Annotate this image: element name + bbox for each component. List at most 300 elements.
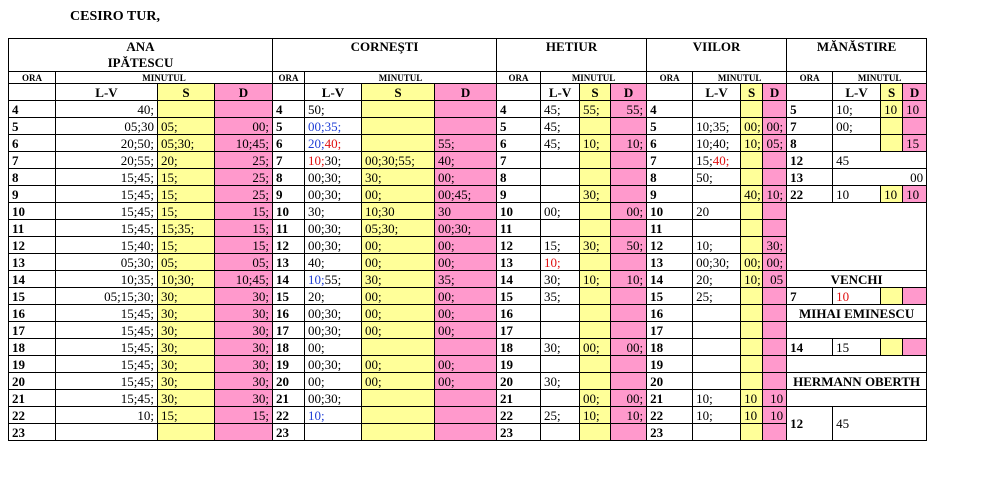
hour-cell: 11: [9, 220, 56, 237]
hour-cell: 7: [9, 152, 56, 169]
viilor-s-cell: [741, 220, 763, 237]
manastire-hour-cell: 22: [787, 186, 833, 203]
ana-s-cell: 30;: [158, 305, 215, 322]
viilor-d-cell: 05;: [763, 135, 787, 152]
cornesti-d-cell: 00;: [435, 254, 497, 271]
ana-lv-cell: 05;15;30;: [56, 288, 158, 305]
schedule-table: [8, 38, 997, 441]
cornesti-lv-value: 00;30;: [308, 220, 342, 236]
cornesti-s-cell: 00;: [362, 237, 435, 254]
viilor-lv-cell: [693, 220, 741, 237]
route-name-ipatescu: IPĂTESCU: [107, 55, 174, 70]
viilor-lv-value: 10;35;: [696, 118, 730, 134]
ana-lv-cell: 15;45;: [56, 186, 158, 203]
cornesti-lv-cell: [305, 288, 362, 305]
cornesti-lv-cell: [305, 135, 362, 152]
manastire-d-cell: 10: [903, 186, 927, 203]
viilor-d-cell: [763, 322, 787, 339]
ora-header: ORA: [647, 72, 693, 84]
ana-lv-cell: 15;45;: [56, 305, 158, 322]
ana-s-cell: 15;: [158, 186, 215, 203]
viilor-lv-value: 10;40;: [696, 135, 730, 151]
route-name-ana: ANA: [126, 39, 155, 54]
hour-cell: 13: [497, 254, 541, 271]
cornesti-d-cell: 00;: [435, 356, 497, 373]
hetiur-d-cell: [611, 424, 647, 441]
hetiur-lv-cell: 45;: [541, 135, 580, 152]
hetiur-lv-cell: 30;: [541, 339, 580, 356]
viilor-lv-cell: [693, 169, 741, 186]
cornesti-lv-cell: [305, 203, 362, 220]
hetiur-s-cell: [580, 169, 611, 186]
hour-cell: 7: [497, 152, 541, 169]
hetiur-lv-cell: [541, 356, 580, 373]
hour-cell: 15: [9, 288, 56, 305]
minutul-header: MINUTUL: [693, 72, 787, 84]
ana-lv-cell: 10;: [56, 407, 158, 424]
ana-d-cell: 10;45;: [215, 135, 273, 152]
table-row: [9, 186, 997, 203]
mihai-s-cell: [881, 339, 903, 356]
cornesti-lv-cell: [305, 271, 362, 288]
cornesti-lv-value: 00;30;: [308, 390, 342, 406]
viilor-d-cell: [763, 152, 787, 169]
viilor-s-cell: [741, 288, 763, 305]
hour-cell: 15: [273, 288, 305, 305]
hour-cell: 12: [647, 237, 693, 254]
viilor-s-cell: [741, 322, 763, 339]
hermann-lv-cell: 45: [833, 407, 927, 441]
cornesti-d-cell: 00;: [435, 288, 497, 305]
viilor-lv-cell: [693, 135, 741, 152]
viilor-lv-cell: [693, 271, 741, 288]
cornesti-s-cell: [362, 118, 435, 135]
hour-cell: 22: [273, 407, 305, 424]
cornesti-lv-value: 00;30;: [308, 322, 342, 338]
ana-d-cell: 25;: [215, 152, 273, 169]
cornesti-d-cell: 55;: [435, 135, 497, 152]
hetiur-s-cell: [580, 322, 611, 339]
hour-cell: 14: [647, 271, 693, 288]
hetiur-d-cell: 55;: [611, 101, 647, 118]
hour-cell: 10: [9, 203, 56, 220]
ana-d-cell: 15;: [215, 407, 273, 424]
hour-cell: 5: [497, 118, 541, 135]
viilor-lv-value: 15;: [696, 152, 713, 168]
viilor-lv-cell: [693, 356, 741, 373]
hour-cell: 21: [497, 390, 541, 407]
hetiur-lv-cell: 45;: [541, 118, 580, 135]
viilor-s-cell: [741, 339, 763, 356]
hour-cell: 5: [273, 118, 305, 135]
table-row: [9, 152, 997, 169]
viilor-lv-cell: [693, 339, 741, 356]
viilor-d-cell: [763, 339, 787, 356]
viilor-lv-cell: [693, 101, 741, 118]
cornesti-s-cell: [362, 339, 435, 356]
ana-s-cell: [158, 424, 215, 441]
cornesti-lv-value: 50;: [308, 101, 325, 117]
cornesti-d-cell: 00;: [435, 322, 497, 339]
hetiur-s-cell: [580, 424, 611, 441]
cornesti-lv-value: 00;30;: [308, 186, 342, 202]
cornesti-lv-cell: [305, 339, 362, 356]
ana-d-cell: 25;: [215, 169, 273, 186]
viilor-s-cell: 00;: [741, 118, 763, 135]
table-row: [9, 203, 997, 220]
hour-cell: 9: [273, 186, 305, 203]
ana-d-cell: 30;: [215, 288, 273, 305]
cornesti-lv-cell: [305, 220, 362, 237]
hour-cell: 16: [273, 305, 305, 322]
hour-cell: 21: [647, 390, 693, 407]
hour-cell: 18: [647, 339, 693, 356]
table-row: [9, 72, 997, 84]
viilor-s-cell: 00;: [741, 254, 763, 271]
hour-cell: 4: [647, 101, 693, 118]
table-row: [9, 390, 997, 407]
hour-cell: 16: [497, 305, 541, 322]
manastire-hour-cell: 12: [787, 152, 833, 169]
route-name-mihai: MIHAI EMINESCU: [787, 305, 927, 322]
viilor-lv-value: 20: [696, 203, 710, 219]
hour-cell: 11: [497, 220, 541, 237]
hetiur-lv-cell: 10;: [541, 254, 580, 271]
viilor-lv-cell: [693, 237, 741, 254]
hour-cell: 17: [273, 322, 305, 339]
ana-lv-cell: 20;50;: [56, 135, 158, 152]
hetiur-d-cell: [611, 288, 647, 305]
viilor-d-cell: 10: [763, 407, 787, 424]
cornesti-d-cell: 00;: [435, 237, 497, 254]
d-header: D: [215, 84, 273, 101]
ana-lv-cell: 15;45;: [56, 169, 158, 186]
ana-d-cell: 15;: [215, 220, 273, 237]
ana-d-cell: 15;: [215, 237, 273, 254]
hour-cell: 6: [9, 135, 56, 152]
cornesti-d-cell: 00;45;: [435, 186, 497, 203]
hetiur-lv-cell: 30;: [541, 373, 580, 390]
ana-d-cell: 10;45;: [215, 271, 273, 288]
viilor-d-cell: 00;: [763, 118, 787, 135]
ana-lv-cell: 15;45;: [56, 203, 158, 220]
hetiur-s-cell: [580, 152, 611, 169]
s-header: S: [881, 84, 903, 101]
hour-cell: 8: [9, 169, 56, 186]
viilor-lv-cell: [693, 288, 741, 305]
mihai-hour-cell: 14: [787, 339, 833, 356]
s-header: S: [580, 84, 611, 101]
ana-lv-cell: 15;45;: [56, 339, 158, 356]
manastire-hour-cell: 8: [787, 135, 833, 152]
cornesti-s-cell: 00;30;55;: [362, 152, 435, 169]
hetiur-s-cell: [580, 305, 611, 322]
hetiur-s-cell: [580, 288, 611, 305]
viilor-d-cell: [763, 101, 787, 118]
hour-cell: 12: [497, 237, 541, 254]
hour-cell: 21: [9, 390, 56, 407]
hetiur-lv-cell: 25;: [541, 407, 580, 424]
ana-s-cell: 30;: [158, 322, 215, 339]
route-name-hermann: HERMANN OBERTH: [787, 373, 927, 390]
viilor-d-cell: 30;: [763, 237, 787, 254]
viilor-s-cell: [741, 373, 763, 390]
s-header: S: [158, 84, 215, 101]
cornesti-lv-cell: [305, 390, 362, 407]
ana-d-cell: 15;: [215, 203, 273, 220]
ana-lv-cell: 15;45;: [56, 356, 158, 373]
viilor-d-cell: [763, 220, 787, 237]
ana-s-cell: 15;35;: [158, 220, 215, 237]
table-row: [9, 271, 997, 288]
hour-cell: 13: [9, 254, 56, 271]
s-header: S: [362, 84, 435, 101]
hour-cell: 19: [273, 356, 305, 373]
route-name-ana-ipatescu: [9, 39, 273, 72]
hetiur-d-cell: 10;: [611, 135, 647, 152]
cornesti-s-cell: [362, 424, 435, 441]
viilor-d-cell: [763, 305, 787, 322]
hetiur-d-cell: [611, 305, 647, 322]
table-row: [9, 135, 997, 152]
hetiur-lv-cell: [541, 390, 580, 407]
manastire-lv-cell: [833, 135, 881, 152]
table-row: [9, 407, 997, 424]
viilor-s-cell: [741, 203, 763, 220]
cornesti-s-cell: 00;: [362, 288, 435, 305]
viilor-lv-value: 10;: [696, 390, 713, 406]
cornesti-lv-value: 00;: [308, 339, 325, 355]
cornesti-lv-value: 00;30;: [308, 356, 342, 372]
cornesti-s-cell: 05;30;: [362, 220, 435, 237]
ana-lv-cell: 10;35;: [56, 271, 158, 288]
cornesti-s-cell: [362, 390, 435, 407]
ana-s-cell: [158, 101, 215, 118]
lv-header: L-V: [56, 84, 158, 101]
hour-cell: 18: [497, 339, 541, 356]
cornesti-lv-cell: [305, 169, 362, 186]
hour-cell: 22: [9, 407, 56, 424]
hetiur-d-cell: [611, 322, 647, 339]
ana-d-cell: 25;: [215, 186, 273, 203]
minutul-header: MINUTUL: [305, 72, 497, 84]
route-name-manastire: MĂNĂSTIRE: [787, 39, 927, 72]
viilor-s-cell: [741, 152, 763, 169]
lv-header: L-V: [541, 84, 580, 101]
cornesti-s-cell: 00;: [362, 305, 435, 322]
ana-s-cell: 30;: [158, 390, 215, 407]
hetiur-lv-cell: 45;: [541, 101, 580, 118]
cornesti-d-cell: [435, 101, 497, 118]
hetiur-lv-cell: 35;: [541, 288, 580, 305]
ana-s-cell: 30;: [158, 288, 215, 305]
hour-cell: 17: [497, 322, 541, 339]
hetiur-s-cell: 00;: [580, 339, 611, 356]
hetiur-s-cell: [580, 254, 611, 271]
table-row: [9, 288, 997, 305]
hetiur-lv-cell: 15;: [541, 237, 580, 254]
lv-header: L-V: [305, 84, 362, 101]
venchi-lv-cell: 10: [833, 288, 881, 305]
hetiur-s-cell: [580, 220, 611, 237]
viilor-lv-cell: [693, 152, 741, 169]
blank-area: [787, 356, 927, 373]
cornesti-d-cell: 35;: [435, 271, 497, 288]
ana-s-cell: 05;: [158, 254, 215, 271]
cornesti-s-cell: 30;: [362, 169, 435, 186]
ana-s-cell: 15;: [158, 169, 215, 186]
route-name-hetiur: HETIUR: [497, 39, 647, 72]
ana-d-cell: [215, 101, 273, 118]
ana-lv-cell: 15;45;: [56, 373, 158, 390]
cornesti-lv-cell: [305, 373, 362, 390]
minutul-header: MINUTUL: [541, 72, 647, 84]
viilor-lv-cell: [693, 390, 741, 407]
hetiur-d-cell: [611, 118, 647, 135]
hour-cell: 11: [273, 220, 305, 237]
ana-lv-cell: 15;45;: [56, 390, 158, 407]
viilor-d-cell: [763, 424, 787, 441]
hetiur-d-cell: 10;: [611, 271, 647, 288]
viilor-d-cell: 10: [763, 390, 787, 407]
mihai-d-cell: [903, 339, 927, 356]
hour-cell: 8: [497, 169, 541, 186]
venchi-hour-cell: 7: [787, 288, 833, 305]
hour-cell: 7: [273, 152, 305, 169]
manastire-hour-cell: 5: [787, 101, 833, 118]
cornesti-lv-cell: [305, 356, 362, 373]
hour-cell: 10: [273, 203, 305, 220]
cornesti-lv-value: 10;: [308, 152, 325, 168]
cornesti-lv-value: 00;: [308, 373, 325, 389]
table-row: [9, 84, 997, 101]
hour-cell: 9: [9, 186, 56, 203]
hour-cell: 8: [647, 169, 693, 186]
hetiur-s-cell: 30;: [580, 186, 611, 203]
hetiur-s-cell: [580, 118, 611, 135]
ana-d-cell: 00;: [215, 118, 273, 135]
hour-cell: 16: [9, 305, 56, 322]
hetiur-s-cell: 55;: [580, 101, 611, 118]
hetiur-s-cell: 10;: [580, 135, 611, 152]
ana-s-cell: 30;: [158, 373, 215, 390]
ana-s-cell: 10;30;: [158, 271, 215, 288]
manastire-d-cell: [903, 152, 927, 169]
cornesti-d-cell: [435, 339, 497, 356]
hour-cell: 7: [647, 152, 693, 169]
hour-cell: 15: [497, 288, 541, 305]
cornesti-lv-value: 20;: [308, 135, 325, 151]
ana-s-cell: 30;: [158, 339, 215, 356]
cornesti-lv-value: 00;30;: [308, 169, 342, 185]
d-header: D: [763, 84, 787, 101]
ana-s-cell: 15;: [158, 407, 215, 424]
viilor-lv-extra: 40;: [712, 152, 730, 168]
viilor-lv-cell: [693, 407, 741, 424]
hetiur-d-cell: [611, 186, 647, 203]
hetiur-d-cell: 00;: [611, 339, 647, 356]
blank-area: [787, 203, 927, 271]
hour-cell: 16: [647, 305, 693, 322]
viilor-lv-value: 00;30;: [696, 254, 730, 270]
hour-cell: 4: [9, 101, 56, 118]
cornesti-d-cell: [435, 407, 497, 424]
blank-area: [787, 390, 927, 407]
cornesti-s-cell: [362, 101, 435, 118]
hour-cell: 17: [647, 322, 693, 339]
cornesti-lv-value: 30;: [308, 203, 325, 219]
cornesti-s-cell: [362, 407, 435, 424]
ana-s-cell: 15;: [158, 237, 215, 254]
hetiur-lv-cell: 30;: [541, 271, 580, 288]
d-header: D: [611, 84, 647, 101]
ana-lv-cell: 15;45;: [56, 220, 158, 237]
manastire-s-cell: 10: [881, 186, 903, 203]
cornesti-d-cell: 00;: [435, 169, 497, 186]
viilor-lv-cell: [693, 424, 741, 441]
hetiur-lv-cell: [541, 424, 580, 441]
cornesti-lv-cell: [305, 237, 362, 254]
hour-cell: 20: [647, 373, 693, 390]
hetiur-s-cell: 30;: [580, 237, 611, 254]
viilor-s-cell: 40;: [741, 186, 763, 203]
hour-cell: 9: [497, 186, 541, 203]
viilor-lv-cell: [693, 203, 741, 220]
table-row: [9, 356, 997, 373]
table-row: [9, 169, 997, 186]
route-name-viilor: VIILOR: [647, 39, 787, 72]
hetiur-d-cell: 10;: [611, 407, 647, 424]
hour-cell: 19: [9, 356, 56, 373]
ana-d-cell: 05;: [215, 254, 273, 271]
ana-d-cell: 30;: [215, 305, 273, 322]
viilor-lv-cell: [693, 254, 741, 271]
cornesti-lv-value: 40;: [308, 254, 325, 270]
hour-cell: 12: [273, 237, 305, 254]
ana-lv-cell: 15;40;: [56, 237, 158, 254]
venchi-s-cell: [881, 288, 903, 305]
table-row: [9, 101, 997, 118]
hour-cell: 9: [647, 186, 693, 203]
cornesti-d-cell: [435, 118, 497, 135]
table-row: [9, 322, 997, 339]
ana-lv-cell: [56, 424, 158, 441]
viilor-d-cell: 00;: [763, 254, 787, 271]
hour-cell: 5: [647, 118, 693, 135]
cornesti-d-cell: [435, 390, 497, 407]
ana-lv-cell: 40;: [56, 101, 158, 118]
hetiur-d-cell: 50;: [611, 237, 647, 254]
hetiur-s-cell: 10;: [580, 407, 611, 424]
cornesti-s-cell: 00;: [362, 186, 435, 203]
viilor-d-cell: [763, 356, 787, 373]
manastire-s-cell: [881, 118, 903, 135]
cornesti-lv-extra: 40;: [324, 135, 342, 151]
viilor-d-cell: [763, 373, 787, 390]
cornesti-lv-value: 10;: [308, 271, 325, 287]
manastire-lv-cell: [833, 169, 903, 186]
viilor-s-cell: [741, 305, 763, 322]
viilor-lv-cell: [693, 305, 741, 322]
ora-header: ORA: [9, 72, 56, 84]
ana-d-cell: 30;: [215, 373, 273, 390]
d-header: D: [435, 84, 497, 101]
hour-cell: 20: [273, 373, 305, 390]
hour-cell: 18: [9, 339, 56, 356]
hour-cell: 10: [497, 203, 541, 220]
hour-cell: 13: [273, 254, 305, 271]
cornesti-lv-extra: 55;: [324, 271, 342, 287]
